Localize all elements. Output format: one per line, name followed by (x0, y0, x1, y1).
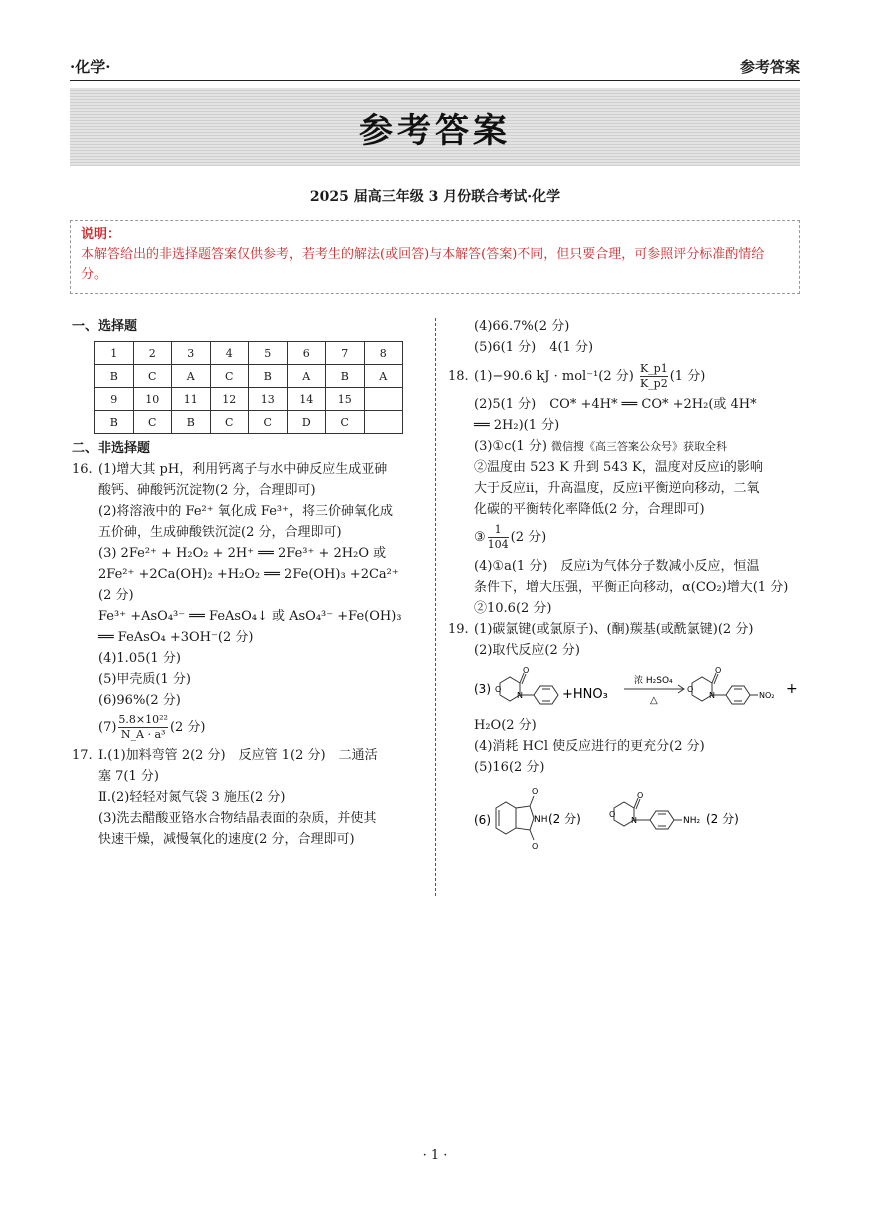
q19-3-prefix: (3) (474, 682, 491, 696)
page-number: · 1 · (422, 1148, 448, 1163)
header-doc-type: 参考答案 (739, 58, 800, 76)
q16-number: 16. (72, 462, 93, 477)
atom-o-carbonyl3: O (637, 791, 644, 800)
atom-o-ring3: O (609, 810, 616, 819)
q19-line2: (2)取代反应(2 分) (474, 643, 580, 658)
q17-line4: (3)洗去醋酸亚铬水合物结晶表面的杂质，并使其 (98, 811, 377, 826)
q18-line11: ②10.6(2 分) (474, 601, 552, 616)
title-banner (70, 88, 800, 166)
header-subject: ·化学· (70, 58, 111, 76)
atom-o-ring1: O (495, 685, 502, 694)
q16-line4: 五价砷，生成砷酸铁沉淀(2 分，合理即可) (98, 525, 342, 540)
answer-cell: C (210, 411, 249, 434)
nitro-product-structure (692, 673, 758, 704)
q17-line3: Ⅱ.(2)轻轻对氮气袋 3 施压(2 分) (98, 790, 286, 805)
answer-cell: C (326, 411, 365, 434)
exam-subtitle: 2025 届高三年级 3 月份联合考试·化学 (309, 189, 561, 205)
question-number-cell: 10 (133, 388, 172, 411)
q16-line13 (72, 711, 428, 745)
question-number-cell: 15 (326, 388, 365, 411)
q19-3-condition-top: 浓 H₂SO₄ (634, 676, 673, 686)
q18-number: 18. (448, 369, 469, 384)
q18-line8 (448, 520, 804, 556)
atom-o-carbonyl2: O (715, 666, 722, 675)
q16-7-denominator: N_A · a³ (120, 728, 166, 741)
atom-o-carbonyl1: O (523, 666, 530, 675)
q18-3-3-score: (2 分) (510, 530, 547, 545)
question-number-cell: 3 (172, 342, 211, 365)
question-19 (448, 619, 804, 640)
phthalimide-structure (496, 796, 534, 840)
q18-3-3-denominator: 104 (487, 538, 509, 551)
atom-o-imide-top: O (532, 787, 539, 796)
amino-group-label: NH₂ (683, 816, 701, 826)
question-17 (72, 745, 428, 766)
answer-cell: B (95, 365, 134, 388)
q19-reaction-scheme (474, 661, 804, 715)
aminophenyl-morpholinone-structure (614, 798, 682, 829)
q17-line2: 塞 7(1 分) (98, 769, 159, 784)
answer-table-row (95, 411, 403, 434)
q19-number: 19. (448, 622, 469, 637)
q18-line9: (4)①a(1 分) 反应ⅰ为气体分子数减小反应，恒温 (474, 559, 760, 574)
q18-1-text: (1)−90.6 kJ · mol⁻¹(2 分) (474, 369, 634, 384)
answer-cell: B (95, 411, 134, 434)
q18-3-3-numerator: 1 (488, 523, 509, 538)
q16-line8: Fe³⁺ +AsO₄³⁻ ══ FeAsO₄↓ 或 AsO₄³⁻ +Fe(OH)₃ (98, 609, 402, 624)
answer-cell: B (249, 365, 288, 388)
nitro-group-label: NO₂ (759, 691, 775, 700)
answer-table-row (95, 365, 403, 388)
q16-line3: (2)将溶液中的 Fe²⁺ 氧化成 Fe³⁺，将三价砷氧化成 (98, 504, 393, 519)
answer-cell: A (287, 365, 326, 388)
question-number-cell: 2 (133, 342, 172, 365)
right-column (448, 316, 804, 852)
column-divider (435, 318, 436, 896)
q19-6-score1: (2 分) (548, 812, 581, 826)
q16-line1: (1)增大其 pH，利用钙离子与水中砷反应生成亚砷 (98, 462, 388, 477)
banner-title: 参考答案 (359, 110, 511, 151)
q19-line7 (448, 782, 804, 852)
atom-n-1: N (517, 691, 523, 700)
q16-line2: 酸钙、砷酸钙沉淀物(2 分，合理即可) (98, 483, 316, 498)
q17-line5: 快速干燥，减慢氧化的速度(2 分，合理即可) (98, 832, 355, 847)
left-column (72, 316, 428, 850)
q18-line10: 条件下，增大压强，平衡正向移动，α(CO₂)增大(1 分) (474, 580, 789, 595)
q17-line7: (5)6(1 分) 4(1 分) (474, 340, 594, 355)
atom-o-ring2: O (687, 685, 694, 694)
answer-cell: D (287, 411, 326, 434)
q18-1-fraction (640, 362, 668, 391)
header-rule (70, 80, 800, 81)
q18-line3: ══ 2H₂)(1 分) (474, 418, 560, 433)
q18-line4 (448, 436, 804, 457)
section-choice-title: 一、选择题 (72, 319, 138, 334)
q17-line1: Ⅰ.(1)加料弯管 2(2 分) 反应管 1(2 分) 二通活 (98, 748, 378, 763)
q19-line6: (5)16(2 分) (474, 760, 545, 775)
answer-cell: C (133, 365, 172, 388)
q19-line5: (4)消耗 HCl 使反应进行的更充分(2 分) (474, 739, 705, 754)
q18-3-3-fraction (488, 523, 509, 552)
q18-1-numerator: K_p1 (639, 362, 668, 375)
note-box (70, 220, 800, 294)
q18-line5: ②温度由 523 K 升到 543 K，温度对反应ⅰ的影响 (474, 460, 763, 475)
q16-line9: ══ FeAsO₄ +3OH⁻(2 分) (98, 630, 254, 645)
answer-cell: A (172, 365, 211, 388)
q18-line2: (2)5(1 分) CO* +4H* ══ CO* +2H₂(或 4H* (474, 397, 757, 412)
question-number-cell: 5 (249, 342, 288, 365)
q16-line10: (4)1.05(1 分) (98, 651, 181, 666)
answer-cell: B (172, 411, 211, 434)
q19-reaction-line (448, 661, 804, 715)
q16-7-score: (2 分) (169, 720, 206, 735)
note-body: 本解答给出的非选择题答案仅供参考，若考生的解法(或回答)与本解答(答案)不同，但只要合理，可参照评分标准酌情给分。 (81, 247, 765, 282)
question-number-cell (364, 388, 403, 411)
atom-o-imide-bottom: O (532, 842, 539, 851)
q18-1-denominator: K_p2 (639, 377, 668, 390)
question-number-cell: 11 (172, 388, 211, 411)
q16-7-prefix: (7) (98, 720, 117, 735)
answer-cell (364, 411, 403, 434)
q18-3-3-prefix: ③ (474, 530, 486, 545)
question-number-cell: 4 (210, 342, 249, 365)
q17-number: 17. (72, 748, 93, 763)
q19-6-structures (474, 782, 804, 852)
q16-7-numerator: 5.8×10²² (118, 713, 168, 726)
atom-n-3: N (631, 816, 637, 825)
q16-line5: (3) 2Fe²⁺ + H₂O₂ + 2H⁺ ══ 2Fe³⁺ + 2H₂O 或 (98, 546, 387, 561)
question-number-cell: 14 (287, 388, 326, 411)
q18-line7: 化碳的平衡转化率降低(2 分，合理即可) (474, 502, 705, 517)
choice-answer-table (94, 341, 403, 434)
q19-3-condition-bottom: △ (650, 695, 658, 706)
q18-1-score: (1 分) (669, 369, 706, 384)
answer-table-row (95, 342, 403, 365)
answer-cell: C (133, 411, 172, 434)
section-nonchoice-title: 二、非选择题 (72, 441, 151, 456)
q16-line6: 2Fe²⁺ +2Ca(OH)₂ +H₂O₂ ══ 2Fe(OH)₃ +2Ca²⁺ (98, 567, 399, 582)
morpholinone-structure-1 (500, 673, 558, 704)
question-16 (72, 459, 428, 480)
q18-line6: 大于反应ⅱ，升高温度，反应ⅰ平衡逆向移动，二氧 (474, 481, 760, 496)
q19-line1: (1)碳氯键(或氯原子)、(酮)羰基(或酰氯键)(2 分) (474, 622, 754, 637)
answer-cell: A (364, 365, 403, 388)
q16-line11: (5)甲壳质(1 分) (98, 672, 191, 687)
answer-cell: C (249, 411, 288, 434)
q19-3-plus: + (786, 681, 798, 697)
question-number-cell: 13 (249, 388, 288, 411)
question-number-cell: 6 (287, 342, 326, 365)
q18-line1 (474, 360, 705, 394)
q16-line12: (6)96%(2 分) (98, 693, 181, 708)
q18-3-answer: (3)①c(1 分) (474, 439, 547, 454)
question-number-cell: 7 (326, 342, 365, 365)
watermark-text: 微信搜《高三答案公众号》获取全科 (551, 440, 728, 453)
answer-cell: C (210, 365, 249, 388)
q19-6-prefix: (6) (474, 813, 491, 827)
answer-table-row (95, 388, 403, 411)
note-title: 说明： (81, 227, 121, 242)
question-number-cell: 12 (210, 388, 249, 411)
atom-n-2: N (709, 691, 715, 700)
q17-line6: (4)66.7%(2 分) (474, 319, 570, 334)
q16-line7: (2 分) (98, 588, 134, 603)
question-number-cell: 1 (95, 342, 134, 365)
question-18 (448, 360, 804, 394)
answer-cell: B (326, 365, 365, 388)
q19-3-reagent: +HNO₃ (562, 687, 608, 702)
q16-7-fraction (118, 713, 168, 742)
question-number-cell: 9 (95, 388, 134, 411)
q19-line4: H₂O(2 分) (474, 718, 537, 733)
q19-6-score2: (2 分) (706, 812, 739, 826)
imide-nh-label: NH (534, 815, 548, 825)
question-number-cell: 8 (364, 342, 403, 365)
